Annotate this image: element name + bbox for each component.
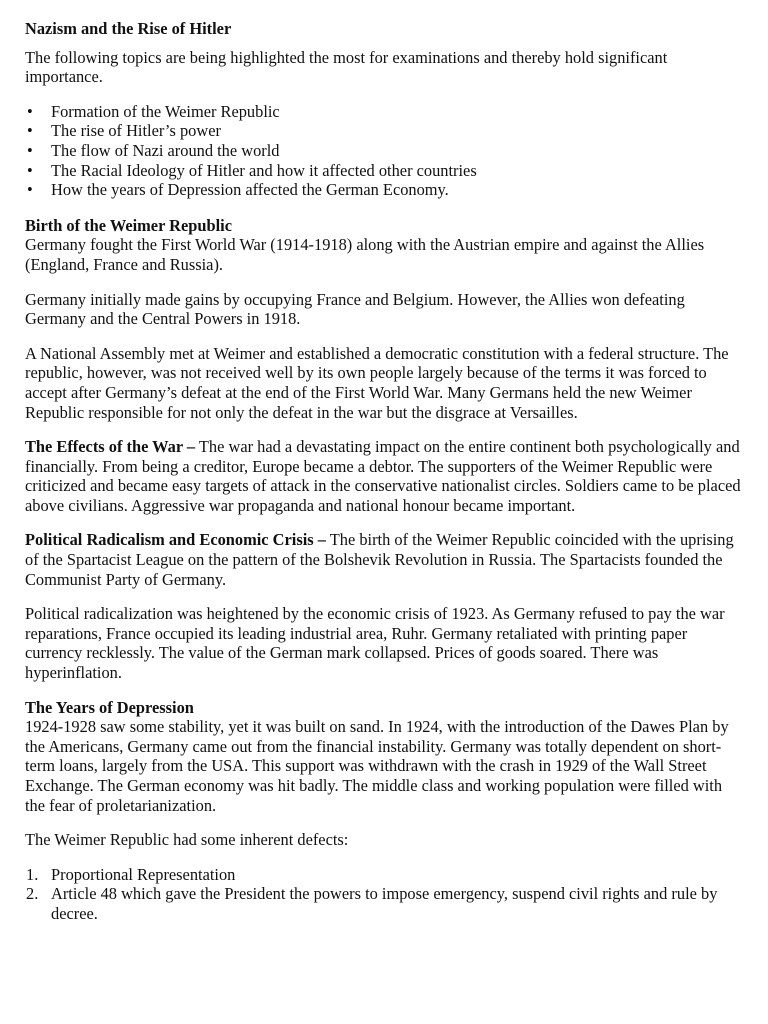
radicalization-paragraph: Political radicalization was heightened by the economic crisis of 1923. As Germany refused to pay the war reparations, France occupied its leading industrial area, Ruhr. Germany retaliated with printing paper currency recklessly. The value of the German mark collapsed. Prices of goods soared. There was hyperinflation. [25, 604, 725, 683]
effects-heading: The Effects of the War – [25, 437, 196, 457]
list-item: 1. Proportional Representation [26, 864, 236, 884]
bullet-icon: • [27, 180, 33, 200]
list-number: 2. [26, 884, 39, 904]
birth-paragraph-3: A National Assembly met at Weimer and established a democratic constitution with a federal structure. The republic, however, was not received well by its own people largely because of the terms it was forced to accept after Germany’s defeat at the end of the First World War. Many Germans held the new Weimer Republic responsible for not only the defeat in the war but the disgrace at Versailles. [25, 343, 729, 422]
radicalism-text: The birth of the Weimer Republic coincided with the uprising of the Spartacist League on the pattern of the Bolshevik Revolution in Russia. The Spartacists founded the Communist Party of Germany. [25, 530, 734, 589]
birth-paragraph-2: Germany initially made gains by occupying France and Belgium. However, the Allies won defeating Germany and the Central Powers in 1918. [25, 289, 685, 329]
list-number: 1. [26, 864, 39, 884]
effects-paragraph [25, 437, 743, 515]
section-heading-depression: The Years of Depression [25, 697, 194, 717]
list-item: 2. Article 48 which gave the President the powers to impose emergency, suspend civil rights and rule by decree. [26, 884, 718, 923]
list-item: • The Racial Ideology of Hitler and how it affected other countries [27, 160, 477, 180]
bullet-icon: • [27, 140, 33, 160]
page-title: Nazism and the Rise of Hitler [25, 19, 232, 38]
depression-paragraph-1: 1924-1928 saw some stability, yet it was built on sand. In 1924, with the introduction of the Dawes Plan by the Americans, Germany came out from the financial instability. Germany was totally dependent on short-term loans, largely from the USA. This support was withdrawn with the crash in 1929 of the Wall Street Exchange. The German economy was hit badly. The middle class and working population were filled with the fear of proletarianization. [25, 717, 729, 815]
birth-section [25, 216, 743, 275]
depression-section [25, 698, 743, 816]
defects-intro: The Weimer Republic had some inherent defects: [25, 830, 349, 850]
list-item: • Formation of the Weimer Republic [27, 101, 280, 121]
list-item: • How the years of Depression affected the German Economy. [27, 180, 449, 200]
bullet-icon: • [27, 121, 33, 141]
effects-text: The war had a devastating impact on the entire continent both psychologically and financially. From being a creditor, Europe became a debtor. The supporters of the Weimer Republic were criticized and became easy targets of attack in the conservative nationalist circles. Soldiers came to be placed above civilians. Aggressive war propaganda and national honour became important. [25, 437, 741, 515]
list-item: • The rise of Hitler’s power [27, 121, 221, 141]
bullet-icon: • [27, 101, 33, 121]
radicalism-heading: Political Radicalism and Economic Crisis – [25, 530, 326, 550]
intro-paragraph: The following topics are being highlighted the most for examinations and thereby hold significant importance. [25, 47, 668, 87]
birth-paragraph-1: Germany fought the First World War (1914-1918) along with the Austrian empire and against the Allies (England, France and Russia). [25, 235, 705, 274]
defects-list [25, 865, 743, 924]
list-item: • The flow of Nazi around the world [27, 140, 280, 160]
topics-list [25, 102, 743, 200]
radicalism-paragraph [25, 530, 743, 589]
bullet-icon: • [27, 160, 33, 180]
section-heading-birth: Birth of the Weimer Republic [25, 215, 232, 235]
